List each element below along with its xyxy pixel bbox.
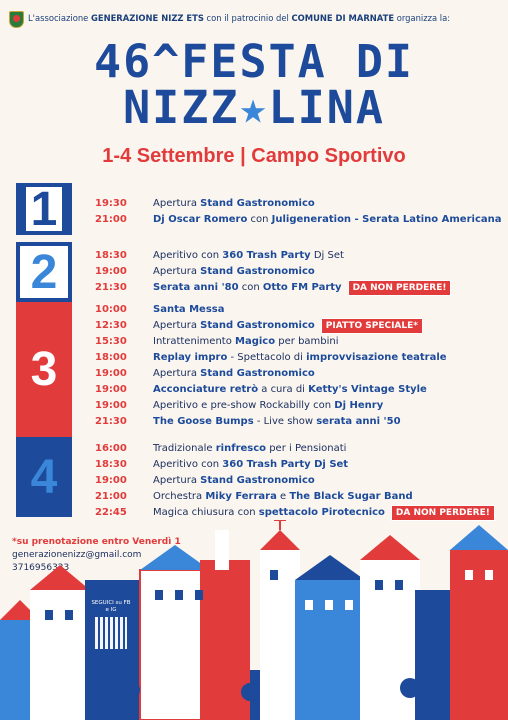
desc-highlight: Replay impro <box>153 352 228 363</box>
desc-post: Dj Set <box>310 250 344 261</box>
event-time: 21:30 <box>95 282 127 293</box>
schedule-row <box>95 398 495 414</box>
event-description <box>153 318 423 334</box>
desc-highlight-2: Otto FM Party <box>262 282 342 293</box>
title-part-a: NIZZ <box>123 81 240 134</box>
desc-pre: Orchestra <box>153 491 206 502</box>
event-time: 19:00 <box>95 475 127 486</box>
event-description <box>153 248 344 264</box>
desc-highlight: 360 Trash Party Dj Set <box>222 459 349 470</box>
day-number: 3 <box>30 343 58 396</box>
schedule-day-4 <box>95 441 495 521</box>
desc-highlight: Stand Gastronomico <box>200 320 315 331</box>
event-description <box>153 280 451 296</box>
desc-pre: Apertura <box>153 368 201 379</box>
desc-pre: Tradizionale <box>153 443 216 454</box>
desc-highlight-2: The Black Sugar Band <box>289 491 413 502</box>
event-time: 18:00 <box>95 352 127 363</box>
desc-highlight: Dj Henry <box>334 400 384 411</box>
schedule-day-2 <box>95 248 495 296</box>
day-box-2 <box>16 242 72 302</box>
desc-highlight-2: Ketty's Vintage Style <box>308 384 427 395</box>
desc-highlight: Acconciature retrò <box>153 384 259 395</box>
event-description <box>153 489 413 505</box>
desc-post: con <box>247 214 272 225</box>
event-time: 21:00 <box>95 214 127 225</box>
day-box-3 <box>16 302 72 437</box>
event-time: 19:00 <box>95 368 127 379</box>
schedule-row <box>95 280 495 296</box>
schedule-row <box>95 441 495 457</box>
intro-text-mid: con il patrocinio del <box>203 13 292 23</box>
desc-pre: Aperitivo con <box>153 459 223 470</box>
schedule-row <box>95 264 495 280</box>
event-time: 21:00 <box>95 491 127 502</box>
event-time: 19:30 <box>95 198 127 209</box>
schedule-row <box>95 350 495 366</box>
schedule-row <box>95 414 495 430</box>
schedule-row <box>95 318 495 334</box>
day-number: 1 <box>26 187 62 231</box>
event-time: 19:00 <box>95 266 127 277</box>
event-time: 10:00 <box>95 304 127 315</box>
event-title-line1: 46^FESTA DI <box>93 35 414 88</box>
contact-email: generazionenizz@gmail.com <box>12 550 142 560</box>
event-time: 18:30 <box>95 250 127 261</box>
desc-pre: Intrattenimento <box>153 336 236 347</box>
desc-post: con <box>238 282 263 293</box>
day-box-4 <box>16 437 72 517</box>
desc-highlight: Stand Gastronomico <box>200 368 315 379</box>
schedule-row <box>95 505 495 521</box>
event-description <box>153 457 348 473</box>
schedule-row <box>95 196 495 212</box>
event-time: 18:30 <box>95 459 127 470</box>
schedule-day-3 <box>95 302 495 430</box>
municipal-crest-icon <box>9 11 24 28</box>
event-time: 15:30 <box>95 336 127 347</box>
schedule-day-1 <box>95 196 502 228</box>
event-description <box>153 334 339 350</box>
desc-highlight: Stand Gastronomico <box>200 475 315 486</box>
event-description <box>153 196 315 212</box>
town-illustration <box>0 520 508 720</box>
qr-label: SEGUICI su FB e IG <box>91 600 131 613</box>
event-description <box>153 398 383 414</box>
social-qr-code[interactable] <box>91 598 131 652</box>
desc-highlight: Santa Messa <box>153 304 225 315</box>
day-number: 2 <box>30 245 58 299</box>
event-description <box>153 212 501 228</box>
desc-pre: Aperitivo con <box>153 250 223 261</box>
schedule-row <box>95 302 495 318</box>
day-number: 4 <box>30 450 58 504</box>
desc-highlight: rinfresco <box>215 443 267 454</box>
desc-post: - Live show <box>253 416 317 427</box>
desc-pre: Apertura <box>153 320 201 331</box>
desc-highlight: 360 Trash Party <box>222 250 311 261</box>
intro-text: L'associazione <box>28 13 91 23</box>
desc-highlight: Miky Ferrara <box>205 491 277 502</box>
organizer-name: GENERAZIONE NIZZ ETS <box>90 13 204 23</box>
event-description <box>153 382 427 398</box>
desc-highlight: Magico <box>235 336 276 347</box>
highlight-badge: DA NON PERDERE! <box>348 280 452 296</box>
desc-highlight-2: serata anni '50 <box>316 416 401 427</box>
schedule-row <box>95 212 502 228</box>
event-time: 19:00 <box>95 384 127 395</box>
event-dates-location: 1-4 Settembre | Campo Sportivo <box>102 145 406 167</box>
desc-highlight-2: improvvisazione teatrale <box>306 352 447 363</box>
desc-highlight: Stand Gastronomico <box>200 266 315 277</box>
desc-pre: Apertura <box>153 475 201 486</box>
schedule-row <box>95 334 495 350</box>
desc-highlight: Stand Gastronomico <box>200 198 315 209</box>
title-part-b: LINA <box>268 81 385 134</box>
event-description <box>153 366 315 382</box>
schedule-row <box>95 489 495 505</box>
desc-highlight: Serata anni '80 <box>153 282 239 293</box>
event-time: 16:00 <box>95 443 127 454</box>
event-description <box>153 505 495 521</box>
desc-highlight-2: Juligeneration - Serata Latino Americana <box>271 214 502 225</box>
event-time: 22:45 <box>95 507 127 518</box>
event-description <box>153 441 346 457</box>
event-title-line2 <box>0 81 508 134</box>
desc-highlight: The Goose Bumps <box>153 416 254 427</box>
desc-pre: Apertura <box>153 266 201 277</box>
desc-post: a cura di <box>258 384 309 395</box>
event-time: 12:30 <box>95 320 127 331</box>
top-bar <box>0 0 508 30</box>
desc-pre: Aperitivo e pre-show Rockabilly con <box>153 400 335 411</box>
desc-post: per i Pensionati <box>266 443 347 454</box>
event-description <box>153 264 315 280</box>
intro-text-post: organizza la: <box>394 13 451 23</box>
highlight-badge: DA NON PERDERE! <box>391 505 495 521</box>
desc-post: e <box>276 491 290 502</box>
event-description <box>153 414 401 430</box>
desc-highlight: spettacolo Pirotecnico <box>258 507 385 518</box>
desc-highlight: Dj Oscar Romero <box>153 214 248 225</box>
highlight-badge: PIATTO SPECIALE* <box>321 318 423 334</box>
schedule-row <box>95 366 495 382</box>
event-time: 19:00 <box>95 400 127 411</box>
schedule-row <box>95 248 495 264</box>
contact-phone: 3716956323 <box>12 563 70 573</box>
organizer-line <box>28 13 498 23</box>
schedule-row <box>95 457 495 473</box>
day-box-1 <box>16 183 72 235</box>
desc-pre: Apertura <box>153 198 201 209</box>
desc-post: per bambini <box>275 336 339 347</box>
star-icon: ★ <box>239 81 269 134</box>
qr-code-icon <box>95 617 127 649</box>
event-description <box>153 350 447 366</box>
event-description <box>153 473 315 489</box>
desc-post: - Spettacolo di <box>227 352 307 363</box>
patron-name: COMUNE DI MARNATE <box>291 13 395 23</box>
desc-pre: Magica chiusura con <box>153 507 259 518</box>
event-description <box>153 302 224 318</box>
reservation-note: *su prenotazione entro Venerdì 1 <box>12 537 181 547</box>
schedule-row <box>95 473 495 489</box>
schedule-row <box>95 382 495 398</box>
event-time: 21:30 <box>95 416 127 427</box>
